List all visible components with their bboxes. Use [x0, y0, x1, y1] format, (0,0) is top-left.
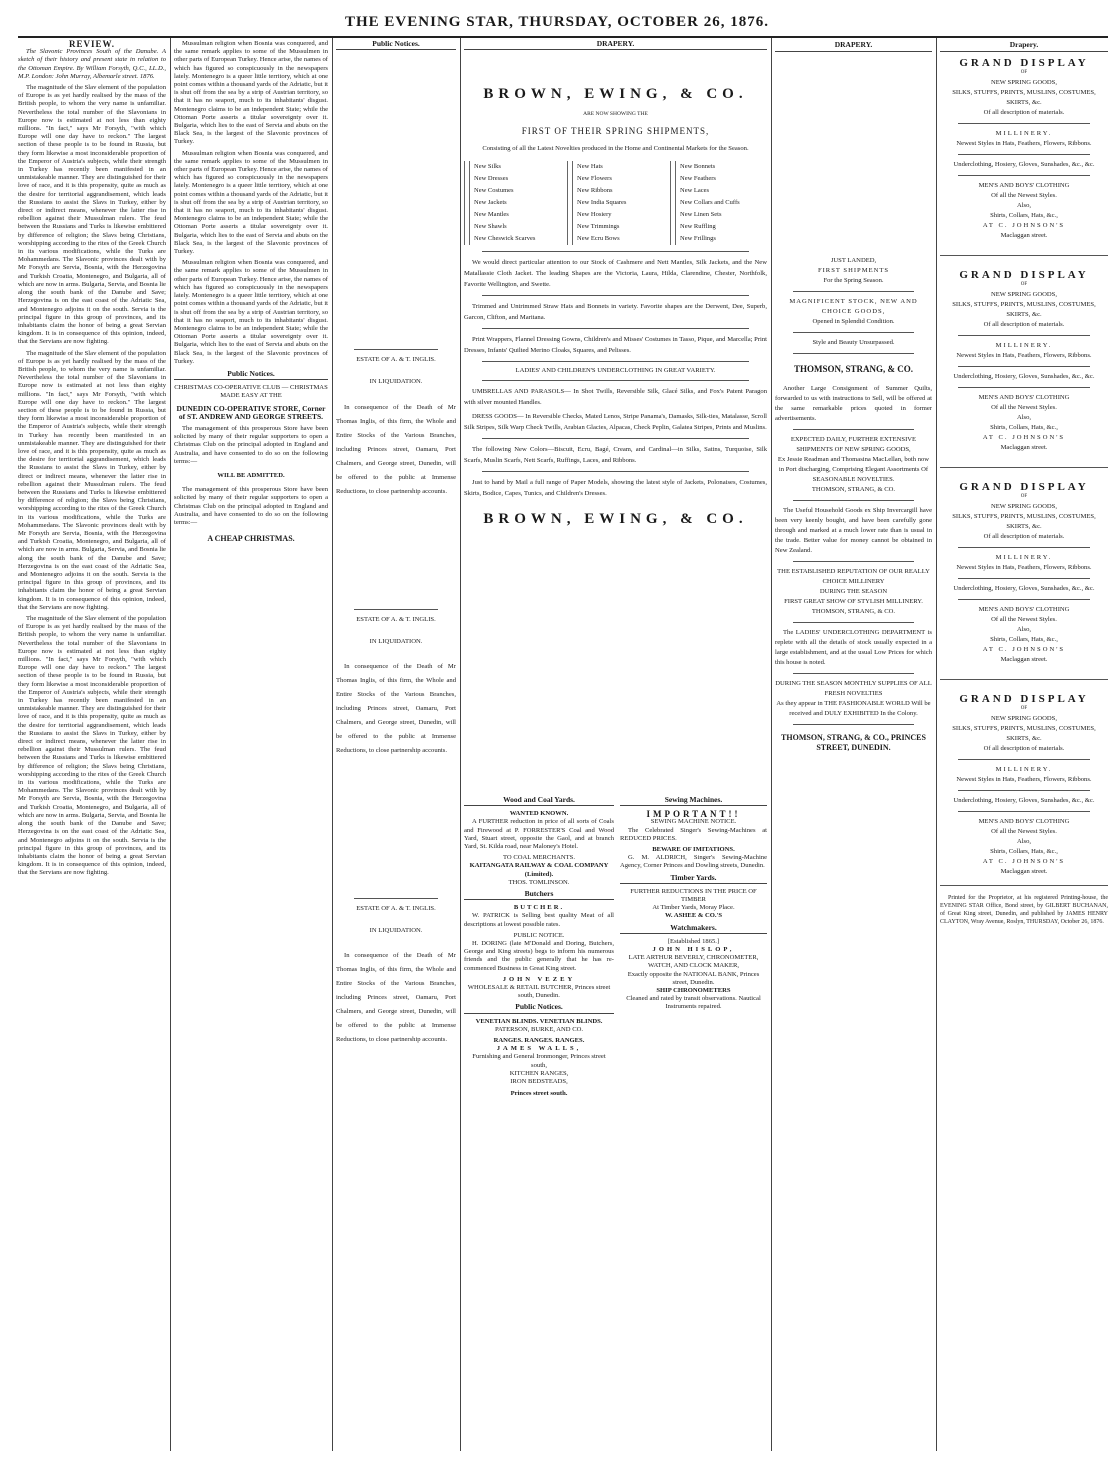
important: IMPORTANT!!	[646, 809, 741, 820]
singer-ad: The Celebrated Singer's Sewing-Machines at REDUCED PRICES.	[620, 826, 767, 842]
estate-body-2: In consequence of the Death of Mr Thomas Inglis, of this firm, the Whole and Entire Stocks of the Various Branches, including Princes street, Oamaru, Port Chalmers, and George street, Dunedin, will be offered to the public at Immense Reductions, to close partnership accounts.	[336, 663, 456, 755]
newest-styles-2: Of all the Newest Styles.	[991, 616, 1057, 623]
coop-club-title: CHRISTMAS CO-OPERATIVE CLUB — CHRISTMAS MADE EASY AT THE	[174, 384, 328, 400]
johnson-column	[940, 40, 1108, 1450]
kitchen-ranges: KITCHEN RANGES,	[509, 1069, 569, 1077]
timber-heading: Timber Yards.	[620, 874, 767, 884]
iron-bedsteads: IRON BEDSTEADS,	[510, 1078, 568, 1086]
paterson: PATERSON, BURKE, AND CO.	[494, 1025, 584, 1033]
fashionable-world: As they appear in THE FASHIONABLE WORLD Will be received and DULY EXHIBITED In the Colony.	[776, 700, 931, 717]
coop-admitted: WILL BE ADMITTED.	[217, 471, 285, 479]
underclothing: Underclothing, Hosiery, Gloves, Sunshades, &c., &c.	[953, 161, 1095, 168]
doring-ad: H. DORING (late M'Donald and Doring, Butchers, George and King streets) begs to inform his numerous friends and the public generally that he has re-commenced Business in Great King street.	[464, 940, 614, 972]
established: [Established 1865.]	[667, 937, 720, 945]
list-item: New Ribbons	[572, 185, 664, 197]
mens-clothing: MEN'S AND BOYS' CLOTHING	[978, 394, 1070, 401]
aldrich: G. M. ALDRICH, Singer's Sewing-Machine Agency, Corner Princes and Dowling streets, Dunedin.	[620, 854, 767, 870]
list-item: New Silks	[469, 161, 561, 173]
sewing-notice: SEWING MACHINE NOTICE.	[650, 818, 737, 826]
masthead-rule	[18, 36, 1108, 38]
also: Also,	[1016, 626, 1032, 633]
millinery: MILLINERY.	[995, 342, 1053, 349]
umbrellas-paragraph: UMBRELLAS AND PARASOLS— In Shot Twills, Reversible Silk, Glacé Silks, and Fox's Patent Paragon with silver mounted Handles.	[464, 388, 767, 407]
johnson-name: AT C. JOHNSON'S	[982, 858, 1066, 865]
shirts: Shirts, Collars, Hats, &c.,	[990, 212, 1058, 219]
thomson-strang-2: THOMSON, STRANG, & CO.	[811, 486, 896, 493]
butchers-heading: Butchers	[464, 890, 614, 900]
spring-season: For the Spring Season.	[823, 277, 884, 284]
new-spring-goods: NEW SPRING GOODS,	[990, 715, 1057, 722]
new-spring-goods: NEW SPRING GOODS,	[990, 291, 1057, 298]
review-title: REVIEW.	[69, 40, 115, 49]
review-continued-body-3: Mussulman religion when Bosnia was conquered, and the same remark applies to some of the Mussulmen in other parts of European Turkey. Hence arise, the names of which has figured so conspicuously in the newspapers lately. Montenegro is a queer little territory, which at one point comes within a thousand yards of the Adriatic, but it is shut off from the sea by a strip of Austrian territory, so that it has no seaport, much to its inhabitants' disgust. Montenegro claims to be an independent State; while the Ottoman Porte asserts a titular sovereignty over it. Bulgaria, which lies to the east of Servia and abuts on the Black Sea, is the largest of the Slavonic provinces of Turkey.	[174, 259, 328, 365]
list-item: New Trimmings	[572, 221, 664, 233]
estate-title: ESTATE OF A. & T. INGLIS.	[356, 356, 436, 364]
underclothing: Underclothing, Hosiery, Gloves, Sunshades, &c., &c.	[953, 585, 1095, 592]
liquidation-label-2: IN LIQUIDATION.	[369, 637, 423, 645]
watchmakers-heading: Watchmakers.	[620, 924, 767, 934]
masthead: THE EVENING STAR, THURSDAY, OCTOBER 26, 1876.	[345, 14, 769, 30]
firm-name: BROWN, EWING, & CO.	[483, 86, 748, 103]
public-notices-heading: Public Notices.	[336, 40, 456, 50]
estate-title-2: ESTATE OF A. & T. INGLIS.	[356, 615, 436, 623]
beware: BEWARE OF IMITATIONS.	[652, 846, 735, 854]
underclothing: Underclothing, Hosiery, Gloves, Sunshades, &c., &c.	[953, 797, 1095, 804]
review-body: The magnitude of the Slav element of the population of Europe is as yet hardly realised by the mass of the British people, to whom the very name is unfamiliar. Nevertheless the total number of the Slavonians in Europe now is estimated at not less than eighty millions. "In fact," says Mr Forsyth, "with which Europe will one day have to reckon." The largest section of these people is to be found in Russia, but they form likewise a most inconsiderable proportion of the Emperor of Austria's subjects, while their strength in Turkey has recently been manifested in an unmistakeable manner. They are distinguished for their love of race, and it is this propensity, quite as much as the desire for territorial aggrandisement, which leads the Russians to assist the Slavs in Turkey, either by direct or indirect means, whenever the latter rise in rebellion against their Mussulman rulers. The feud between the Russians and Turks is likewise embittered by difference of religion; the Slavs being Christians, worshipping according to the rites of the Greek Church in its various modifications, while the Turks are Mohammedans. The Slavonic provinces dealt with by Mr Forsyth are Servia, Bosnia, with the Herzegovina and Turkish Croatia, Montenegro, and Bulgaria, all of which are now in arms. Bulgaria, Servia, and Bosnia lie along the south bank of the Danube and Save; Herzegovina is on the east coast of the Adriatic Sea, and Montenegro adjoins it on the south. Servia is the principal figure in this group of provinces, and its inhabitants claim the honor of being a great Servian kingdom. It is in consequence of this opinion, indeed, that the Servians are now fighting.	[18, 84, 166, 346]
estate-title-3: ESTATE OF A. & T. INGLIS.	[356, 905, 436, 913]
list-item: New Hats	[572, 161, 664, 173]
novelty-list-3	[670, 161, 767, 245]
novelty-list-2	[567, 161, 664, 245]
mens-clothing: MEN'S AND BOYS' CLOTHING	[978, 818, 1070, 825]
newest-styles: Newest Styles in Hats, Feathers, Flowers, Ribbons.	[956, 564, 1092, 571]
list-item: New Dresses	[469, 173, 561, 185]
quilts-ad: Another Large Consignment of Summer Quilts, forwarded to us with instructions to Sell, will be offered at the same remarkable prices quoted in former advertisements.	[775, 385, 932, 422]
review-column	[18, 40, 166, 1450]
liquidation-label-3: IN LIQUIDATION.	[369, 927, 423, 935]
johnson-name: AT C. JOHNSON'S	[982, 434, 1066, 441]
johnson-ad-4	[940, 694, 1108, 877]
list-item: New Feathers	[675, 173, 767, 185]
cheap-christmas: A CHEAP CHRISTMAS.	[207, 534, 295, 544]
expected-daily: EXPECTED DAILY, FURTHER EXTENSIVE SHIPMENTS OF NEW SPRING GOODS,	[790, 436, 917, 453]
also: Also,	[1016, 414, 1032, 421]
johnson-ad-3	[940, 482, 1108, 665]
thomson-strang: THOMSON, STRANG, & CO.	[793, 364, 913, 374]
list-item: New Laces	[675, 185, 767, 197]
underclothing-dept: The LADIES' UNDERCLOTHING DEPARTMENT is replete with all the details of stock usually expected in a large establishment, and at the usual Low Prices for which this house is noted.	[775, 629, 932, 666]
millinery: MILLINERY.	[995, 554, 1053, 561]
underclothing: Underclothing, Hosiery, Gloves, Sunshades, &c., &c.	[953, 373, 1095, 380]
list-item: New Flowers	[572, 173, 664, 185]
of-label: OF	[1020, 706, 1028, 711]
public-notices-heading: Public Notices.	[464, 1003, 614, 1013]
coop-body: The management of this prosperous Store have been solicited by many of their regular supporters to open a Christmas Club on the principal adopted in England and Australia, and have consented to do so on the following terms:—	[174, 424, 328, 465]
list-item: New Linen Sets	[675, 209, 767, 221]
wood-coal-heading: Wood and Coal Yards.	[464, 796, 614, 806]
moray-place: At Timber Yards, Moray Place.	[652, 904, 735, 912]
estate-body: In consequence of the Death of Mr Thomas Inglis, of this firm, the Whole and Entire Stocks of the Various Branches, including Princes street, Oamaru, Port Chalmers, and George street, Dunedin, will be offered to the public at Immense Reductions, to close partnership accounts.	[336, 403, 456, 495]
underclothing-variety: LADIES' AND CHILDREN'S UNDERCLOTHING IN GREAT VARIETY.	[515, 366, 716, 374]
drapery-heading: Drapery.	[940, 40, 1108, 52]
drapery-heading: DRAPERY.	[464, 40, 767, 50]
all-materials: Of all description of materials.	[983, 745, 1065, 752]
thomson-strang-3: THOMSON, STRANG, & CO.	[811, 608, 896, 615]
hats-paragraph: Trimmed and Untrimmed Straw Hats and Bonnets in variety. Favorite shapes are the Derwent, Dee, Superb, Garcon, Clifton, and Maritana.	[464, 302, 767, 321]
tomlinson: THOS. TOMLINSON.	[508, 878, 570, 886]
firm-name-footer: BROWN, EWING, & CO.	[483, 511, 748, 528]
list-item: New Mantles	[469, 209, 561, 221]
newest-styles: Newest Styles in Hats, Feathers, Flowers, Ribbons.	[956, 776, 1092, 783]
shirts: Shirts, Collars, Hats, &c.,	[990, 848, 1058, 855]
household-goods: The Useful Household Goods ex Ship Invercargill have been very keenly bought, and have been carefully gone through and marked at a much lower rate than is usual in the trade. Better value for money cannot be obtained in New Zealand.	[775, 507, 932, 554]
vezey: JOHN VEZEY	[502, 975, 576, 983]
thomson-strang-column	[775, 40, 932, 1450]
mens-clothing: MEN'S AND BOYS' CLOTHING	[978, 182, 1070, 189]
maclaggan: Maclaggan street.	[1000, 656, 1048, 663]
millinery: MILLINERY.	[995, 766, 1053, 773]
timber-reductions: FURTHER REDUCTIONS IN THE PRICE OF TIMBER	[630, 887, 757, 904]
shirts: Shirts, Collars, Hats, &c.,	[990, 424, 1058, 431]
liquidation-label: IN LIQUIDATION.	[369, 378, 423, 386]
ashee: W. ASHEE & CO.'S	[664, 912, 723, 920]
review-body-repeat: The magnitude of the Slav element of the population of Europe is as yet hardly realised by the mass of the British people, to whom the very name is unfamiliar. Nevertheless the total number of the Slavonians in Europe now is estimated at not less than eighty millions. "In fact," says Mr Forsyth, "with which Europe will one day have to reckon." The largest section of these people is to be found in Russia, but they form likewise a most inconsiderable proportion of the Emperor of Austria's subjects, while their strength in Turkey has recently been manifested in an unmistakeable manner. They are distinguished for their love of race, and it is this propensity, quite as much as the desire for territorial aggrandisement, which leads the Russians to assist the Slavs in Turkey, either by direct or indirect means, whenever the latter rise in rebellion against their Mussulman rulers. The feud between the Russians and Turks is likewise embittered by difference of religion; the Slavs being Christians, worshipping according to the rites of the Greek Church in its various modifications, while the Turks are Mohammedans. The Slavonic provinces dealt with by Mr Forsyth are Servia, Bosnia, with the Herzegovina and Turkish Croatia, Montenegro, and Bulgaria, all of which are now in arms. Bulgaria, Servia, and Bosnia lie along the south bank of the Danube and Save; Herzegovina is on the east coast of the Adriatic Sea, and Montenegro adjoins it on the south. Servia is the principal figure in this group of provinces, and its inhabitants claim the honor of being a great Servian kingdom. It is in consequence of this opinion, indeed, that the Servians are now fighting.	[18, 349, 166, 611]
silks-stuffs: SILKS, STUFFS, PRINTS, MUSLINS, COSTUMES, SKIRTS, &c.	[952, 301, 1096, 318]
johnson-name: AT C. JOHNSON'S	[982, 222, 1066, 229]
list-item: New Frillings	[675, 233, 767, 245]
review-continued-body: Mussulman religion when Bosnia was conquered, and the same remark applies to some of the Mussulmen in other parts of European Turkey. Hence arise, the names of which has figured so conspicuously in the newspapers lately. Montenegro is a queer little territory, which at one point comes within a thousand yards of the Adriatic, but it is shut off from the sea by a strip of Austrian territory, so that it has no seaport, much to its inhabitants' disgust. Montenegro claims to be an independent State; while the Ottoman Porte asserts a titular sovereignty over it. Bulgaria, which lies to the east of Servia and abuts on the Black Sea, is the largest of the Slavonic provinces of Turkey.	[174, 40, 328, 146]
ranges: RANGES. RANGES. RANGES.	[493, 1037, 585, 1045]
novelty-lists	[464, 161, 767, 245]
style-beauty: Style and Beauty Unsurpassed.	[812, 339, 895, 346]
newest-styles: Newest Styles in Hats, Feathers, Flowers, Ribbons.	[956, 140, 1092, 147]
silks-stuffs: SILKS, STUFFS, PRINTS, MUSLINS, COSTUMES, SKIRTS, &c.	[952, 513, 1096, 530]
jessie-readman: Ex Jessie Readman and Thomasina MacLellan, both now in Port discharging, Comprising Elegant Assortments Of SEASONABLE NOVELTIES.	[777, 456, 930, 483]
grand-display: GRAND DISPLAY	[959, 693, 1089, 705]
walls: JAMES WALLS,	[496, 1045, 582, 1053]
of-label: OF	[1020, 70, 1028, 75]
maclaggan: Maclaggan street.	[1000, 444, 1048, 451]
colors-paragraph: The following New Colors—Biscuit, Ecru, Bagé, Cream, and Cardinal—in Silks, Satins, Turquoise, Silk Scarfs, Muslin Scarfs, Nett Scarfs, Ruffings, Laces, and Ribbons.	[464, 446, 767, 465]
printer-imprint: Printed for the Proprietor, at his registered Printing-house, the EVENING STAR Office, Bond street, by GILBERT BUCHANAN, of Great King street, Dunedin, and published by JAMES HENRY CLAYTON, Wray Avenue, Roslyn, THURSDAY, October 26, 1876.	[940, 895, 1108, 925]
review-body-repeat-2: The magnitude of the Slav element of the population of Europe is as yet hardly realised by the mass of the British people, to whom the very name is unfamiliar. Nevertheless the total number of the Slavonians in Europe now is estimated at not less than eighty millions. "In fact," says Mr Forsyth, "with which Europe will one day have to reckon." The largest section of these people is to be found in Russia, but they form likewise a most inconsiderable proportion of the Emperor of Austria's subjects, while their strength in Turkey has recently been manifested in an unmistakeable manner. They are distinguished for their love of race, and it is this propensity, quite as much as the desire for territorial aggrandisement, which leads the Russians to assist the Slavs in Turkey, either by direct or indirect means, whenever the latter rise in rebellion against their Mussulman rulers. The feud between the Russians and Turks is likewise embittered by difference of religion; the Slavs being Christians, worshipping according to the rites of the Greek Church in its various modifications, while the Turks are Mohammedans. The Slavonic provinces dealt with by Mr Forsyth are Servia, Bosnia, with the Herzegovina and Turkish Croatia, Montenegro, and Bulgaria, all of which are now in arms. Bulgaria, Servia, and Bosnia lie along the south bank of the Danube and Save; Herzegovina is on the east coast of the Adriatic Sea, and Montenegro adjoins it on the south. Servia is the principal figure in this group of provinces, and its inhabitants claim the honor of being a great Servian kingdom. It is in consequence of this opinion, indeed, that the Servians are now fighting.	[18, 615, 166, 877]
johnson-ad-2	[940, 270, 1108, 453]
first-shipments: FIRST SHIPMENTS	[817, 267, 890, 274]
also: Also,	[1016, 838, 1032, 845]
review-subtitle: The Slavonic Provinces South of the Danube. A sketch of their history and present state in relation to the Ottoman Empire. By William Forsyth, Q.C., LL.D., M.P. London: John Murray, Albemarle street. 1876.	[18, 48, 166, 80]
review-continued-body-2: Mussulman religion when Bosnia was conquered, and the same remark applies to some of the Mussulmen in other parts of European Turkey. Hence arise, the names of which has figured so conspicuously in the newspapers lately. Montenegro is a queer little territory, which at one point comes within a thousand yards of the Adriatic, but it is shut off from the sea by a strip of Austrian territory, so that it has no seaport, much to its inhabitants' disgust. Montenegro claims to be an independent State; while the Ottoman Porte asserts a titular sovereignty over it. Bulgaria, which lies to the east of Servia and abuts on the Black Sea, is the largest of the Slavonic provinces of Turkey.	[174, 149, 328, 256]
wholesale: WHOLESALE & RETAIL BUTCHER, Princes street south, Dunedin.	[467, 984, 611, 1000]
list-item: New Hosiery	[572, 209, 664, 221]
column-divider	[170, 38, 171, 1451]
list-item: New Costumes	[469, 185, 561, 197]
column-divider	[936, 38, 937, 1451]
column-divider	[460, 38, 461, 1451]
list-item: New Ecru Bows	[572, 233, 664, 245]
list-item: New Shawls	[469, 221, 561, 233]
johnson-name: AT C. JOHNSON'S	[982, 646, 1066, 653]
princes-street: Princes street south.	[510, 1090, 568, 1098]
now-showing: ARE NOW SHOWING THE	[583, 111, 648, 118]
consisting: Consisting of all the Latest Novelties produced in the Home and Continental Markets for the Season.	[482, 144, 749, 152]
national-bank: Exactly opposite the NATIONAL BANK, Princes street, Dunedin.	[627, 970, 760, 986]
grand-display: GRAND DISPLAY	[959, 481, 1089, 493]
brown-ewing-column	[464, 40, 767, 820]
great-show: FIRST GREAT SHOW OF STYLISH MILLINERY.	[784, 598, 923, 605]
column-divider	[771, 38, 772, 1451]
wanted-known: WANTED KNOWN.	[509, 810, 569, 818]
sewing-watch-column	[620, 796, 767, 1451]
patrick-ad: W. PATRICK is Selling best quality Meat of all descriptions at lowest possible rates.	[464, 912, 614, 928]
estate-body-3: In consequence of the Death of Mr Thomas Inglis, of this firm, the Whole and Entire Stocks of the Various Branches, including Princes street, Oamaru, Port Chalmers, and George street, Dunedin, will be offered to the public at Immense Reductions, to close partnership accounts.	[336, 952, 456, 1044]
all-materials: Of all description of materials.	[983, 321, 1065, 328]
of-label: OF	[1020, 494, 1028, 499]
ship-chronometers: SHIP CHRONOMETERS	[656, 987, 731, 995]
coal-butcher-column	[464, 796, 614, 1451]
wrappers-paragraph: Print Wrappers, Flannel Dressing Gowns, Children's and Misses' Costumes in Tasso, Pique, and Marcella; Print Dresses, Infants' Quilted Merino Cloaks, Squares, and Pelisses.	[464, 335, 767, 354]
paper-models-paragraph: Just to hand by Mail a full range of Paper Models, showing the latest style of Jackets, Polonaises, Costumes, Skirts, Bodice, Capes, Tunics, and Children's Dresses.	[464, 479, 767, 498]
list-item: New Ruffling	[675, 221, 767, 233]
new-spring-goods: NEW SPRING GOODS,	[990, 79, 1057, 86]
newest-styles-2: Of all the Newest Styles.	[991, 828, 1057, 835]
drapery-heading: DRAPERY.	[775, 40, 932, 52]
first-shipments: FIRST OF THEIR SPRING SHIPMENTS,	[521, 125, 710, 136]
of-label: OF	[1020, 282, 1028, 287]
mantles-paragraph: We would direct particular attention to our Stock of Cashmere and Nett Mantles, Silk Jackets, and the New Matallassie Cloth Jacket. The leading Shapes are the Victoria, Laura, Hilda, Clarendine, Chester, Northfolk, Favorite Wellington, and Swette.	[464, 258, 767, 288]
mens-clothing: MEN'S AND BOYS' CLOTHING	[978, 606, 1070, 613]
beverly: LATE ARTHUR BEVERLY, CHRONOMETER, WATCH, AND CLOCK MAKER,	[628, 954, 759, 970]
list-item: New Bonnets	[675, 161, 767, 173]
thomson-strang-4: THOMSON, STRANG, & CO., PRINCES STREET, DUNEDIN.	[781, 733, 926, 752]
butcher-title: BUTCHER.	[513, 904, 565, 912]
all-materials: Of all description of materials.	[983, 533, 1065, 540]
newest-styles: Newest Styles in Hats, Feathers, Flowers, Ribbons.	[956, 352, 1092, 359]
public-notice: PUBLIC NOTICE.	[513, 931, 565, 939]
coop-body-repeat: The management of this prosperous Store have been solicited by many of their regular supporters to open a Christmas Club on the principal adopted in England and Australia, and have consented to do so on the following terms:—	[174, 486, 328, 526]
silks-stuffs: SILKS, STUFFS, PRINTS, MUSLINS, COSTUMES, SKIRTS, &c.	[952, 89, 1096, 106]
sewing-heading: Sewing Machines.	[620, 796, 767, 806]
review-continued-column	[174, 40, 328, 1450]
coal-merchants: TO COAL MERCHANTS.	[503, 854, 575, 862]
maclaggan: Maclaggan street.	[1000, 232, 1048, 239]
column-divider	[332, 38, 333, 1451]
grand-display: GRAND DISPLAY	[959, 57, 1089, 69]
newest-styles-2: Of all the Newest Styles.	[991, 192, 1057, 199]
magnificent-stock: MAGNIFICENT STOCK, NEW AND CHOICE GOODS,	[789, 298, 918, 315]
reputation: THE ESTABLISHED REPUTATION OF OUR REALLY CHOICE MILLINERY	[777, 568, 930, 585]
shirts: Shirts, Collars, Hats, &c.,	[990, 636, 1058, 643]
kaitangata: KAITANGATA RAILWAY & COAL COMPANY (Limited).	[469, 862, 609, 878]
list-item: New India Squares	[572, 197, 664, 209]
forrester-ad: A FURTHER reduction in price of all sorts of Coals and Firewood at P. FORRESTER'S Coal and Wood Yard, Stuart street, opposite the Gaol, and at branch Yard, St. Kilda road, near Maloney's Hotel.	[464, 818, 614, 851]
millinery: MILLINERY.	[995, 130, 1053, 137]
maclaggan: Maclaggan street.	[1000, 868, 1048, 875]
public-notices-column	[336, 40, 456, 1450]
hislop: JOHN HISLOP,	[652, 946, 735, 954]
new-spring-goods: NEW SPRING GOODS,	[990, 503, 1057, 510]
newest-styles-2: Of all the Newest Styles.	[991, 404, 1057, 411]
novelty-list-1	[464, 161, 561, 245]
coop-store-name: DUNEDIN CO-OPERATIVE STORE, Corner of ST. ANDREW AND GEORGE STREETS.	[176, 403, 326, 421]
all-materials: Of all description of materials.	[983, 109, 1065, 116]
during-season: DURING THE SEASON	[819, 588, 888, 595]
johnson-ad-1	[940, 58, 1108, 241]
splendid-condition: Opened in Splendid Condition.	[812, 318, 895, 325]
silks-stuffs: SILKS, STUFFS, PRINTS, MUSLINS, COSTUMES, SKIRTS, &c.	[952, 725, 1096, 742]
grand-display: GRAND DISPLAY	[959, 269, 1089, 281]
dress-goods-paragraph: DRESS GOODS— In Reversible Checks, Mated Lenos, Stripe Panama's, Damasks, Silk-ties, Matalasse, Scroll Silk Stripes, Silk Warp Check Twills, Arabian Glacies, Alpacas, Check Peplin, Galatea Stripes, Prints and Muslins.	[464, 413, 767, 432]
venetian: VENETIAN BLINDS. VENETIAN BLINDS.	[475, 1017, 603, 1025]
list-item: New Jackets	[469, 197, 561, 209]
list-item: New Collars and Cuffs	[675, 197, 767, 209]
just-landed: JUST LANDED,	[830, 257, 877, 264]
public-notices-heading: Public Notices.	[174, 370, 328, 380]
also: Also,	[1016, 202, 1032, 209]
monthly-supplies: DURING THE SEASON MONTHLY SUPPLIES OF ALL FRESH NOVELTIES	[775, 680, 932, 697]
list-item: New Cheswick Scarves	[469, 233, 561, 245]
nautical: Cleaned and rated by transit observations. Nautical Instruments repaired.	[626, 995, 761, 1011]
ironmonger: Furnishing and General Ironmonger, Princes street south,	[472, 1053, 606, 1069]
